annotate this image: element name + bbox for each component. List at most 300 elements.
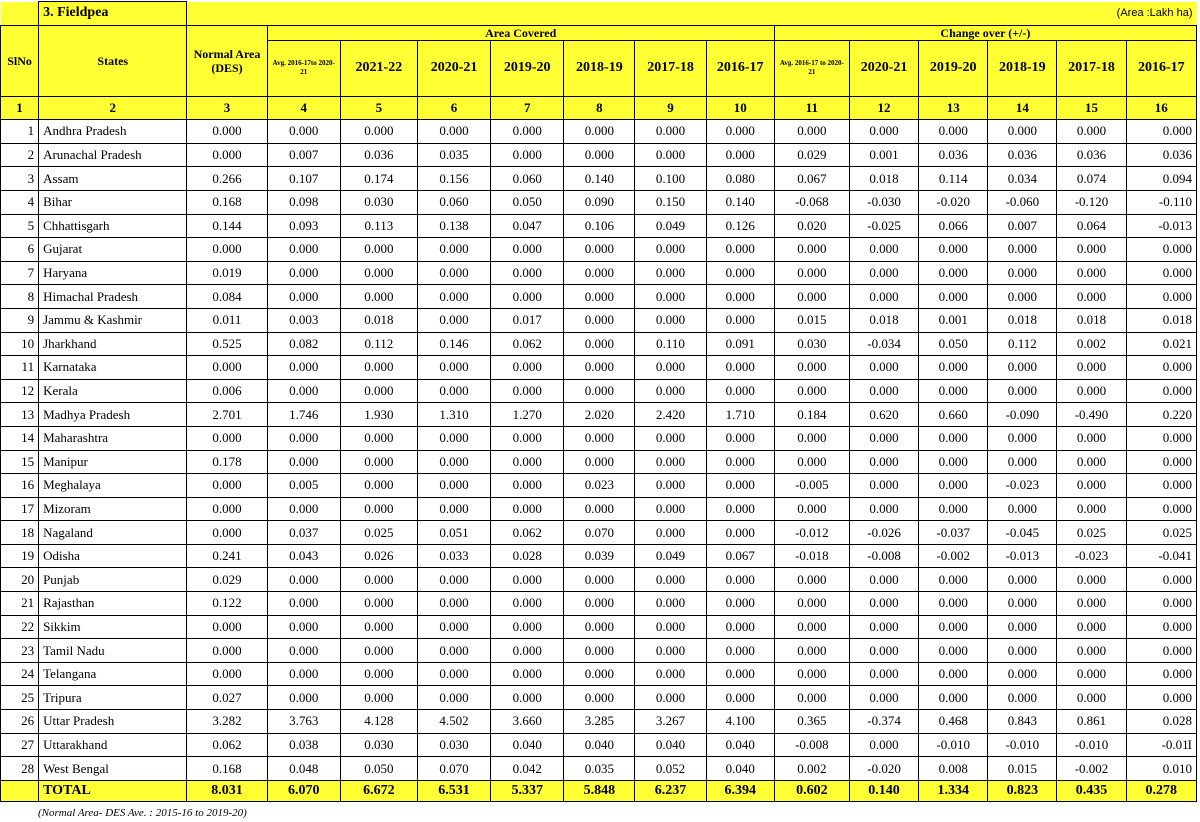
row-value: 0.000 [267, 356, 340, 380]
row-value: 0.000 [919, 639, 988, 663]
header-change-year: 2020-21 [849, 40, 918, 96]
row-value: 0.000 [919, 285, 988, 309]
row-slno: 23 [1, 639, 39, 663]
row-value: 0.000 [988, 356, 1057, 380]
row-value: 0.050 [919, 332, 988, 356]
row-slno: 22 [1, 615, 39, 639]
row-value: 0.150 [635, 190, 706, 214]
row-value: 0.000 [267, 238, 340, 262]
table-row [1, 120, 1197, 144]
row-value: 0.000 [267, 686, 340, 710]
row-value: 0.000 [187, 521, 267, 545]
row-slno: 2 [1, 143, 39, 167]
row-value: 0.000 [417, 120, 490, 144]
row-value: 0.000 [267, 497, 340, 521]
row-value: 0.006 [187, 379, 267, 403]
row-slno: 20 [1, 568, 39, 592]
row-value: 0.122 [187, 592, 267, 616]
total-value: 6.672 [340, 780, 417, 801]
row-slno: 12 [1, 379, 39, 403]
row-value: 0.000 [774, 379, 849, 403]
row-value: -0.068 [774, 190, 849, 214]
header-states: States [39, 25, 187, 96]
row-value: 0.047 [491, 214, 564, 238]
row-value: 0.000 [919, 568, 988, 592]
row-value: 0.000 [849, 568, 918, 592]
row-value: 0.000 [187, 662, 267, 686]
row-value: 0.000 [417, 261, 490, 285]
row-value: 0.000 [919, 592, 988, 616]
row-value: 0.843 [988, 710, 1057, 734]
header-area-covered: Area Covered [267, 25, 774, 40]
row-value: 2.420 [635, 403, 706, 427]
row-value: 0.062 [491, 521, 564, 545]
row-value: 0.000 [919, 426, 988, 450]
row-value: 0.000 [340, 379, 417, 403]
row-value: 0.000 [340, 639, 417, 663]
row-value: 0.000 [706, 568, 774, 592]
row-value: 0.000 [635, 426, 706, 450]
row-value: 0.025 [1057, 521, 1126, 545]
row-value: 0.000 [491, 686, 564, 710]
row-value: 0.048 [267, 757, 340, 781]
row-value: 0.000 [564, 120, 635, 144]
row-value: 0.018 [988, 308, 1057, 332]
row-value: 0.000 [491, 497, 564, 521]
row-value: 0.000 [774, 639, 849, 663]
row-value: 0.011 [187, 308, 267, 332]
row-value: -0.060 [988, 190, 1057, 214]
row-value: 0.000 [1057, 285, 1126, 309]
row-value: 0.000 [564, 568, 635, 592]
row-state: Nagaland [39, 521, 187, 545]
row-value: 0.000 [564, 308, 635, 332]
row-slno: 25 [1, 686, 39, 710]
row-slno: 26 [1, 710, 39, 734]
row-value: 0.000 [417, 615, 490, 639]
table-row [1, 710, 1197, 734]
row-value: 0.000 [988, 379, 1057, 403]
row-value: 0.000 [187, 238, 267, 262]
row-value: 0.000 [1126, 379, 1196, 403]
row-value: 0.174 [340, 167, 417, 191]
row-value: 0.074 [1057, 167, 1126, 191]
row-value: 0.035 [564, 757, 635, 781]
table-row [1, 757, 1197, 781]
row-value: 0.007 [988, 214, 1057, 238]
header-col-number: 8 [564, 96, 635, 120]
row-value: 0.000 [635, 639, 706, 663]
row-value: 0.000 [417, 686, 490, 710]
row-value: 0.003 [267, 308, 340, 332]
row-state: Meghalaya [39, 474, 187, 498]
row-value: 0.000 [1126, 285, 1196, 309]
table-row [1, 474, 1197, 498]
row-value: 0.140 [706, 190, 774, 214]
row-value: 0.040 [706, 757, 774, 781]
row-value: 0.000 [706, 379, 774, 403]
row-value: 0.000 [1057, 497, 1126, 521]
row-value: 0.000 [1057, 379, 1126, 403]
table-row [1, 190, 1197, 214]
row-value: 0.000 [340, 662, 417, 686]
row-value: 0.140 [564, 167, 635, 191]
row-value: 0.000 [340, 615, 417, 639]
row-value: 0.126 [706, 214, 774, 238]
row-value: 0.000 [340, 497, 417, 521]
row-value: 0.000 [417, 592, 490, 616]
row-value: 0.000 [491, 592, 564, 616]
row-value: 0.000 [988, 120, 1057, 144]
row-value: 0.000 [635, 356, 706, 380]
row-value: -0.037 [919, 521, 988, 545]
row-value: 0.000 [187, 143, 267, 167]
total-value: 8.031 [187, 780, 267, 801]
row-value: 0.000 [1057, 615, 1126, 639]
row-value: 0.000 [988, 568, 1057, 592]
row-slno: 19 [1, 544, 39, 568]
row-value: 0.144 [187, 214, 267, 238]
row-value: 0.037 [267, 521, 340, 545]
row-value: 2.020 [564, 403, 635, 427]
total-label: TOTAL [39, 780, 187, 801]
row-value: 0.000 [706, 238, 774, 262]
header-change-over: Change over (+/-) [774, 25, 1196, 40]
header-col-number: 16 [1126, 96, 1196, 120]
total-value: 5.848 [564, 780, 635, 801]
header-col-number: 3 [187, 96, 267, 120]
row-value: 0.000 [635, 261, 706, 285]
row-value: 0.146 [417, 332, 490, 356]
row-value: 0.000 [491, 120, 564, 144]
row-value: 0.062 [491, 332, 564, 356]
row-value: 0.000 [267, 592, 340, 616]
row-value: 0.000 [1126, 261, 1196, 285]
row-value: 0.000 [706, 592, 774, 616]
row-slno: 11 [1, 356, 39, 380]
row-value: 0.060 [491, 167, 564, 191]
row-value: 0.000 [706, 261, 774, 285]
row-value: 0.067 [706, 544, 774, 568]
row-value: 0.107 [267, 167, 340, 191]
table-row [1, 450, 1197, 474]
row-value: 0.070 [564, 521, 635, 545]
row-state: Jharkhand [39, 332, 187, 356]
row-value: 0.000 [340, 686, 417, 710]
row-value: 0.000 [635, 662, 706, 686]
row-value: 0.000 [635, 615, 706, 639]
row-state: Gujarat [39, 238, 187, 262]
row-value: 0.093 [267, 214, 340, 238]
row-value: 0.033 [417, 544, 490, 568]
row-value: 0.000 [491, 639, 564, 663]
table-row [1, 544, 1197, 568]
header-col-number: 7 [491, 96, 564, 120]
row-value: 0.036 [1126, 143, 1196, 167]
row-state: Mizoram [39, 497, 187, 521]
row-value: 0.000 [988, 285, 1057, 309]
row-value: 0.000 [1126, 615, 1196, 639]
total-value: 6.394 [706, 780, 774, 801]
table-row [1, 733, 1197, 757]
row-slno: 21 [1, 592, 39, 616]
row-value: 0.000 [635, 450, 706, 474]
row-value: 0.100 [635, 167, 706, 191]
row-value: 0.000 [706, 686, 774, 710]
row-state: Chhattisgarh [39, 214, 187, 238]
total-value: 6.531 [417, 780, 490, 801]
header-area-year: 2016-17 [706, 40, 774, 96]
footnote: (Normal Area- DES Ave. : 2015-16 to 2019-20) [38, 807, 247, 819]
row-value: 0.002 [774, 757, 849, 781]
row-value: 0.000 [1057, 592, 1126, 616]
row-value: 0.000 [635, 592, 706, 616]
row-value: 0.000 [1126, 238, 1196, 262]
row-value: 0.028 [1126, 710, 1196, 734]
row-value: 0.038 [267, 733, 340, 757]
row-value: 0.084 [187, 285, 267, 309]
row-value: 0.000 [706, 450, 774, 474]
row-value: 0.138 [417, 214, 490, 238]
row-value: 1.710 [706, 403, 774, 427]
header-row-col-numbers [1, 96, 1197, 120]
row-value: 0.000 [1126, 120, 1196, 144]
table-row [1, 167, 1197, 191]
row-state: Jammu & Kashmir [39, 308, 187, 332]
row-value: 0.000 [919, 238, 988, 262]
row-value: 0.000 [340, 568, 417, 592]
row-value: 0.000 [635, 379, 706, 403]
row-state: Tripura [39, 686, 187, 710]
row-value: 0.000 [1057, 120, 1126, 144]
row-value: 0.000 [564, 143, 635, 167]
table-row [1, 332, 1197, 356]
row-value: 0.000 [564, 450, 635, 474]
total-value: 0.278 [1126, 780, 1196, 801]
header-area-year: 2017-18 [635, 40, 706, 96]
row-value: 0.000 [1126, 686, 1196, 710]
row-value: 0.113 [340, 214, 417, 238]
row-value: 0.000 [774, 568, 849, 592]
table-row [1, 426, 1197, 450]
row-slno: 17 [1, 497, 39, 521]
row-value: 0.000 [417, 426, 490, 450]
row-value: 0.000 [988, 426, 1057, 450]
row-value: 0.468 [919, 710, 988, 734]
row-value: 0.052 [635, 757, 706, 781]
row-value: 0.000 [1126, 426, 1196, 450]
row-value: 0.000 [774, 285, 849, 309]
row-value: 0.000 [564, 592, 635, 616]
row-slno: 16 [1, 474, 39, 498]
row-value: 0.000 [635, 521, 706, 545]
row-value: 0.000 [706, 356, 774, 380]
row-value: 0.000 [706, 120, 774, 144]
row-value: 0.000 [1126, 497, 1196, 521]
row-value: 0.660 [919, 403, 988, 427]
row-value: 0.025 [1126, 521, 1196, 545]
row-value: -0.01I [1126, 733, 1196, 757]
row-state: Himachal Pradesh [39, 285, 187, 309]
row-value: 0.000 [491, 474, 564, 498]
row-value: 0.039 [564, 544, 635, 568]
row-value: 0.000 [417, 639, 490, 663]
row-value: -0.018 [774, 544, 849, 568]
row-value: 0.000 [1057, 261, 1126, 285]
row-value: 0.000 [706, 662, 774, 686]
row-value: -0.012 [774, 521, 849, 545]
row-value: 0.365 [774, 710, 849, 734]
row-value: 3.660 [491, 710, 564, 734]
row-value: 0.000 [1126, 662, 1196, 686]
row-value: 0.001 [849, 143, 918, 167]
row-value: 0.091 [706, 332, 774, 356]
row-value: 0.000 [1057, 238, 1126, 262]
row-slno: 27 [1, 733, 39, 757]
row-value: 0.000 [187, 356, 267, 380]
row-value: 0.000 [1057, 568, 1126, 592]
row-value: 0.000 [491, 662, 564, 686]
row-value: 2.701 [187, 403, 267, 427]
row-value: 3.763 [267, 710, 340, 734]
row-state: Manipur [39, 450, 187, 474]
row-value: 0.049 [635, 214, 706, 238]
row-value: 0.000 [849, 474, 918, 498]
table-row [1, 214, 1197, 238]
row-value: 0.000 [564, 332, 635, 356]
row-value: 0.000 [635, 238, 706, 262]
row-value: 0.000 [919, 120, 988, 144]
table-row [1, 497, 1197, 521]
row-value: 0.043 [267, 544, 340, 568]
row-value: 0.066 [919, 214, 988, 238]
row-value: 0.000 [564, 285, 635, 309]
row-value: 0.000 [919, 379, 988, 403]
row-value: 0.168 [187, 757, 267, 781]
row-value: 0.000 [1057, 426, 1126, 450]
total-value: 6.070 [267, 780, 340, 801]
fieldpea-area-table [0, 1, 1197, 802]
row-value: 0.000 [849, 686, 918, 710]
row-value: 0.064 [1057, 214, 1126, 238]
row-value: 0.000 [635, 308, 706, 332]
row-value: 0.000 [340, 474, 417, 498]
row-value: 4.502 [417, 710, 490, 734]
row-value: 0.000 [417, 450, 490, 474]
row-value: 0.036 [1057, 143, 1126, 167]
row-value: 0.018 [340, 308, 417, 332]
row-value: 0.000 [340, 356, 417, 380]
row-value: -0.010 [1057, 733, 1126, 757]
row-value: 0.000 [988, 686, 1057, 710]
row-value: 0.000 [340, 120, 417, 144]
row-value: 0.000 [267, 426, 340, 450]
header-change-year: 2017-18 [1057, 40, 1126, 96]
row-value: 0.030 [340, 190, 417, 214]
row-value: 0.000 [706, 308, 774, 332]
table-row [1, 143, 1197, 167]
row-value: 0.000 [267, 568, 340, 592]
text-cursor-icon: I [1187, 736, 1192, 752]
row-value: 0.008 [919, 757, 988, 781]
row-value: -0.090 [988, 403, 1057, 427]
row-value: 0.000 [849, 733, 918, 757]
row-slno: 1 [1, 120, 39, 144]
row-value: 0.051 [417, 521, 490, 545]
row-value: -0.020 [919, 190, 988, 214]
row-value: 0.000 [267, 450, 340, 474]
row-value: -0.374 [849, 710, 918, 734]
row-value: 0.026 [340, 544, 417, 568]
row-value: 0.000 [849, 497, 918, 521]
title-spacer [1, 2, 39, 26]
row-value: 0.000 [491, 450, 564, 474]
row-value: 0.000 [706, 474, 774, 498]
row-value: 0.000 [491, 238, 564, 262]
total-value: 0.435 [1057, 780, 1126, 801]
row-value: 0.000 [1057, 686, 1126, 710]
row-value: 0.220 [1126, 403, 1196, 427]
row-value: 0.000 [774, 592, 849, 616]
table-row [1, 592, 1197, 616]
row-value: 0.000 [774, 662, 849, 686]
row-state: Odisha [39, 544, 187, 568]
row-value: 0.000 [187, 639, 267, 663]
row-value: -0.034 [849, 332, 918, 356]
row-value: 0.000 [849, 450, 918, 474]
row-value: 0.000 [417, 356, 490, 380]
row-state: Telangana [39, 662, 187, 686]
row-value: 0.000 [774, 120, 849, 144]
row-value: 0.000 [635, 568, 706, 592]
row-value: 0.000 [491, 261, 564, 285]
row-value: 0.018 [849, 167, 918, 191]
row-value: 0.000 [564, 379, 635, 403]
row-value: 0.000 [988, 639, 1057, 663]
row-value: -0.010 [919, 733, 988, 757]
row-state: Uttar Pradesh [39, 710, 187, 734]
row-value: 0.000 [849, 120, 918, 144]
row-value: 0.000 [417, 308, 490, 332]
row-value: 0.000 [919, 662, 988, 686]
row-value: 0.266 [187, 167, 267, 191]
row-slno: 15 [1, 450, 39, 474]
row-value: 0.000 [1057, 356, 1126, 380]
row-value: 0.000 [1126, 356, 1196, 380]
row-value: 0.000 [1126, 474, 1196, 498]
row-value: 0.036 [340, 143, 417, 167]
row-value: 0.110 [635, 332, 706, 356]
header-col-number: 5 [340, 96, 417, 120]
row-value: 0.000 [635, 686, 706, 710]
row-slno: 13 [1, 403, 39, 427]
row-value: 0.000 [635, 143, 706, 167]
row-value: 0.029 [774, 143, 849, 167]
row-value: 0.000 [1057, 474, 1126, 498]
row-value: 0.000 [988, 615, 1057, 639]
row-value: 0.000 [919, 615, 988, 639]
row-value: 0.018 [1126, 308, 1196, 332]
row-value: 0.000 [187, 426, 267, 450]
header-col-number: 1 [1, 96, 39, 120]
row-value: 0.000 [1126, 639, 1196, 663]
row-value: -0.041 [1126, 544, 1196, 568]
total-value: 0.602 [774, 780, 849, 801]
total-value: 6.237 [635, 780, 706, 801]
row-value: 0.015 [774, 308, 849, 332]
row-value: 0.002 [1057, 332, 1126, 356]
row-slno: 10 [1, 332, 39, 356]
